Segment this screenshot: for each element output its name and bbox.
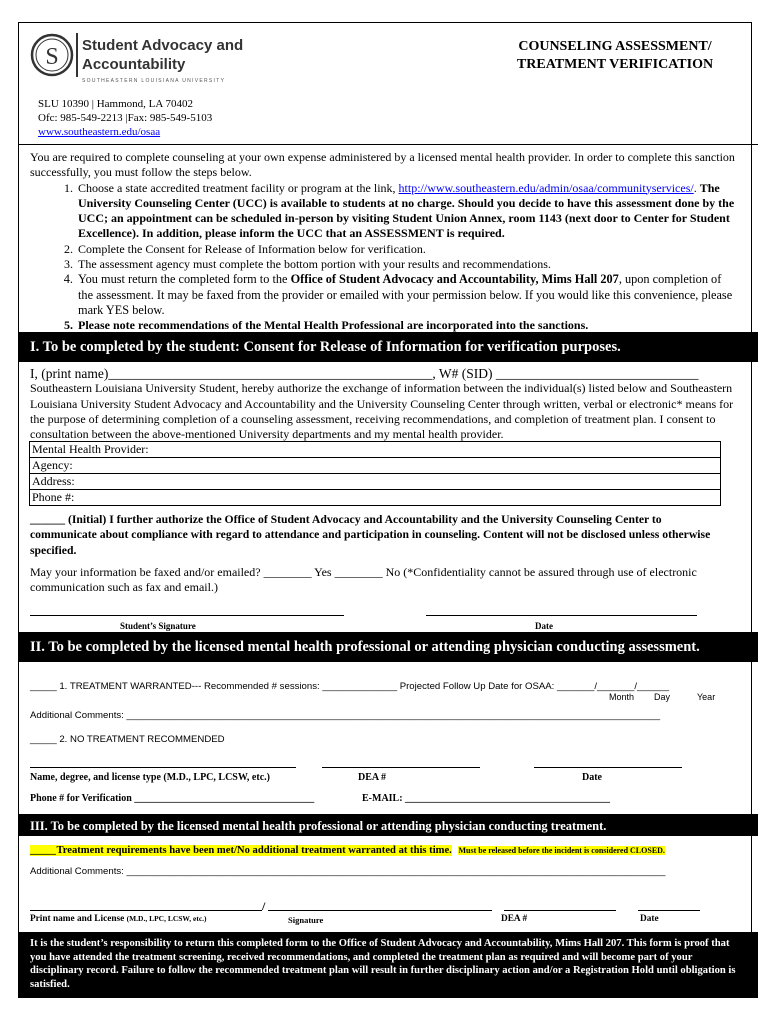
release-note: Must be released before the incident is considered CLOSED. (458, 846, 665, 855)
agency-field[interactable]: Agency: (30, 458, 720, 474)
section-2-heading: II. To be completed by the licensed mental health professional or attending physician conducting assessment. (18, 632, 758, 662)
print-license-text: Print name and License (30, 914, 125, 924)
student-signature-label: Student’s Signature (120, 621, 196, 631)
treatment-warranted-option[interactable]: _____ 1. TREATMENT WARRANTED--- Recommended # sessions: ______________ Projected Follow Up Date for OSAA: _______/_______/______ (30, 681, 670, 692)
section-2-comments[interactable]: Additional Comments: ____________________________________________________________________________________________________ (30, 710, 661, 721)
provider-date-line[interactable] (534, 767, 682, 768)
website-link[interactable]: www.southeastern.edu/osaa (38, 126, 161, 138)
step-5: 5. Please note recommendations of the Mental Health Professional are incorporated into the sanctions. (76, 318, 738, 333)
section-3-heading: III. To be completed by the licensed mental health professional or attending physician conducting treatment. (18, 814, 758, 836)
provider-dea-line[interactable] (322, 767, 480, 768)
logo-text-1: Student Advocacy and (82, 37, 244, 54)
step-4-office: Office of Student Advocacy and Accountability, Mims Hall 207 (290, 272, 619, 287)
initial-authorization[interactable]: ______ (Initial) I further authorize the Office of Student Advocacy and Accountability and the University Counseling Center to communicate about compliance with regard to attendance and participation in counseling. Content will not be disclosed unless otherwise specified. (30, 513, 711, 557)
phone-verification-field[interactable]: Phone # for Verification ____________________________________ (30, 793, 315, 804)
provider-name-label: Name, degree, and license type (M.D., LPC, LCSW, etc.) (30, 772, 270, 783)
provider-name-line[interactable] (30, 767, 296, 768)
logo-text-2: Accountability (82, 56, 186, 73)
slu-seal-icon (30, 33, 74, 77)
form-title (490, 38, 740, 74)
contact-info (38, 97, 212, 139)
student-date-line[interactable] (426, 615, 697, 616)
title-line-1: COUNSELING ASSESSMENT/ (518, 39, 712, 54)
print-name-field[interactable]: I, (print name)________________________________________________, W# (SID) ______________________________ (30, 366, 699, 381)
year-label: Year (697, 692, 716, 702)
instructions (30, 150, 738, 334)
osaa-logo (30, 33, 250, 91)
student-signature-line[interactable] (30, 615, 344, 616)
treatment-date-label: Date (640, 914, 659, 924)
step-1-text: Choose a state accredited treatment facility or program at the link, (78, 180, 399, 195)
step-2: 2. Complete the Consent for Release of Information below for verification. (76, 242, 738, 257)
consent-text: Southeastern Louisiana University Student, hereby authorize the exchange of information between the individual(s) listed below and Southeastern Louisiana University Student Advocacy and Accountability and the University Counseling Center through written, verbal or electronic* means for the purpose of determining completion of a counseling assessment, receiving recommendations, and completion of treatment plan. I consent to consultation between the above-mentioned University departments and my mental health provider. (30, 381, 734, 442)
provider-info-table (29, 441, 721, 506)
treatment-dea-line[interactable] (504, 910, 616, 911)
step-4-text-a: You must return the completed form to the (78, 272, 291, 287)
dea-label: DEA # (358, 772, 387, 783)
step-4-text-b: , upon completion of the assessment. It may be faxed from the provider or emailed with your permission below. If you would like this convenience, please mark YES below. (78, 272, 733, 317)
date-label: Date (582, 772, 602, 783)
section-1-body (30, 366, 735, 442)
responsibility-notice: It is the student’s responsibility to return this completed form to the Office of Student Advocacy and Accountability, Mims Hall 207. This form is proof that you have attended the treatment screening, received recommendations, and completed the treatment plan as required and will become part of your disciplinary record. Failure to follow the recommended treatment plan will result in further disciplinary action and/or a Registration Hold until obligation is satisfied. (18, 932, 758, 998)
community-services-link[interactable]: http://www.southeastern.edu/admin/osaa/communityservices/ (398, 180, 694, 195)
treatment-signature-line[interactable] (268, 910, 492, 911)
address-field[interactable]: Address: (30, 474, 720, 490)
steps-list (30, 181, 738, 334)
title-line-2: TREATMENT VERIFICATION (516, 57, 714, 72)
day-label: Day (654, 692, 671, 702)
month-label: Month (609, 692, 635, 702)
print-license-line[interactable] (30, 910, 262, 911)
intro-paragraph: You are required to complete counseling at your own expense administered by a licensed mental health provider. In order to complete this sanction successfully, you must follow the steps below. (30, 150, 735, 180)
email-field[interactable]: E-MAIL: _________________________________________ (362, 793, 611, 804)
step-3: 3. The assessment agency must complete the bottom portion with your results and recommendations. (76, 257, 738, 272)
print-license-label (30, 914, 207, 924)
section-3-comments[interactable]: Additional Comments: _____________________________________________________________________________________________________ (30, 866, 666, 877)
student-date-label: Date (535, 621, 553, 631)
logo-text-3: SOUTHEASTERN LOUISIANA UNIVERSITY (82, 78, 226, 84)
treatment-dea-label: DEA # (501, 914, 528, 924)
signature-label: Signature (288, 915, 324, 925)
header-divider (18, 144, 758, 145)
address: SLU 10390 | Hammond, LA 70402 (38, 98, 193, 110)
treatment-date-line[interactable] (638, 910, 700, 911)
step-4 (76, 272, 738, 318)
slash-separator: / (262, 899, 266, 913)
provider-field[interactable]: Mental Health Provider: (30, 442, 720, 458)
no-treatment-option[interactable]: _____ 2. NO TREATMENT RECOMMENDED (30, 734, 225, 745)
treatment-met-statement[interactable] (30, 845, 665, 856)
step-1: 1. Choose a state accredited treatment facility or program at the link, http://www.southeastern.edu/admin/osaa/communityservices/. The University Counseling Center (UCC) is available to students at no charge. Should you decide to have this assessment done by the UCC; an appointment can be scheduled in-person by visiting Student Union Annex, room 1143 (next door to Center for Student Excellence). In addition, please inform the UCC that an ASSESSMENT is required. (76, 181, 738, 242)
logo-divider (76, 33, 78, 77)
print-license-types: (M.D., LPC, LCSW, etc.) (126, 914, 207, 923)
fax-email-question[interactable]: May your information be faxed and/or emailed? ________ Yes ________ No (*Confidentiality cannot be assured through use of electronic communication such as fax and email.) (30, 565, 697, 595)
phone-fax: Ofc: 985-549-2213 |Fax: 985-549-5103 (38, 112, 213, 124)
seal-letter: S (45, 44, 59, 70)
treatment-met-text: Treatment requirements have been met/No additional treatment warranted at this time. (56, 845, 452, 856)
treatment-met-blank: _____ (30, 845, 57, 856)
section-1-heading: I. To be completed by the student: Consent for Release of Information for verification purposes. (18, 332, 758, 362)
step-1-ucc-note: The University Counseling Center (UCC) is available to students at no charge. Should you decide to have this assessment done by the UCC; an appointment can be scheduled in-person by visiting Student Union Annex, room 1143 (next door to Center for Student Excellence). In addition, please inform the UCC that an ASSESSMENT is required. (78, 180, 735, 241)
phone-field[interactable]: Phone #: (32, 490, 75, 504)
